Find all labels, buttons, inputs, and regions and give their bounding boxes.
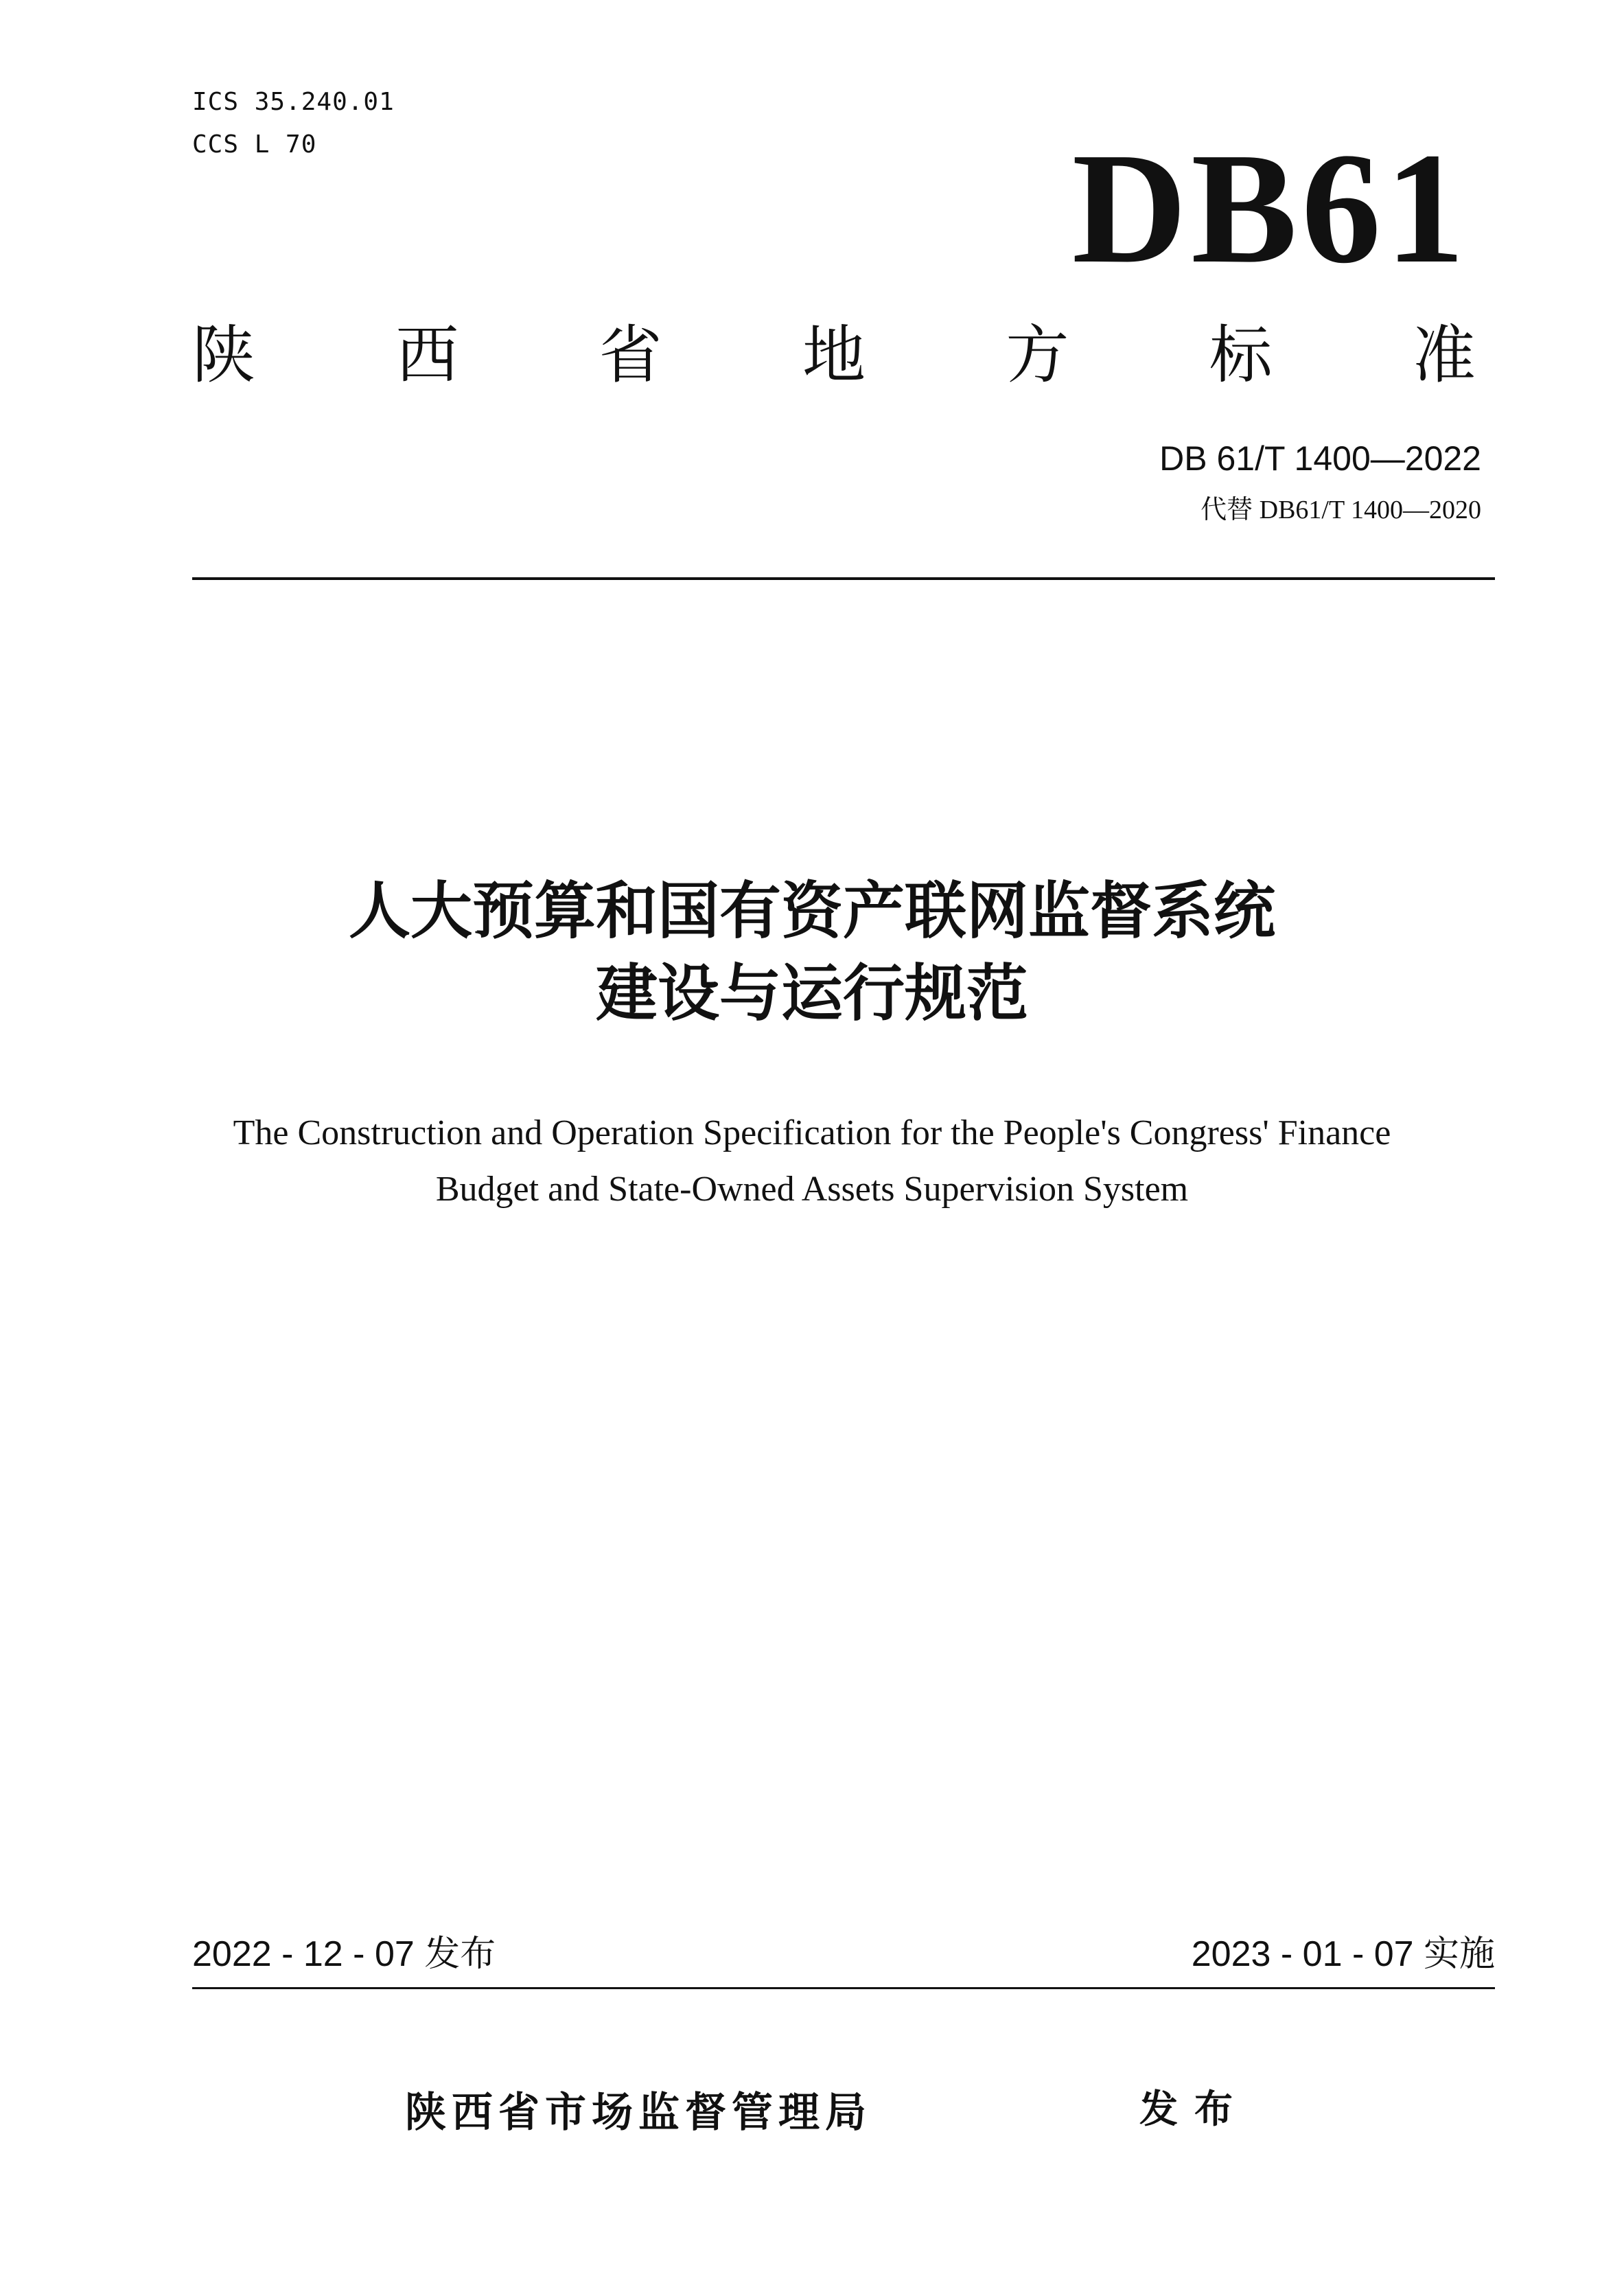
chinese-title (0, 870, 1624, 1035)
heading-char: 方 (1006, 318, 1069, 392)
standard-number: DB 61/T 1400—2022 (1159, 439, 1481, 478)
chinese-title-line-2: 建设与运行规范 (596, 958, 1028, 1030)
provincial-standard-heading (192, 314, 1476, 397)
implement-date: 2023 - 01 - 07 实施 (1191, 1934, 1495, 1974)
publish-date: 2022 - 12 - 07 发布 (192, 1934, 496, 1974)
english-title (0, 1105, 1624, 1218)
heading-char: 西 (395, 318, 459, 392)
heading-char: 地 (802, 318, 866, 392)
heading-char: 省 (599, 318, 662, 392)
db61-logo: DB61 (1071, 120, 1469, 297)
english-title-line-1: The Construction and Operation Specification for the People's Congress' Finance (233, 1113, 1391, 1152)
heading-char: 陕 (192, 318, 256, 392)
bottom-divider (192, 1987, 1495, 1989)
english-title-line-2: Budget and State-Owned Assets Supervision System (435, 1170, 1189, 1209)
ccs-code: CCS L 70 (192, 130, 317, 159)
issuing-authority: 陕西省市场监督管理局 (405, 2089, 872, 2137)
heading-char: 准 (1412, 318, 1476, 392)
replaces-standard: 代替 DB61/T 1400—2020 (1200, 496, 1481, 524)
issue-label: 发布 (1139, 2087, 1249, 2132)
classification-codes (192, 81, 395, 166)
chinese-title-line-1: 人大预算和国有资产联网监督系统 (349, 875, 1275, 947)
ics-code: ICS 35.240.01 (192, 88, 395, 116)
heading-char: 标 (1209, 318, 1273, 392)
top-divider (192, 577, 1495, 580)
